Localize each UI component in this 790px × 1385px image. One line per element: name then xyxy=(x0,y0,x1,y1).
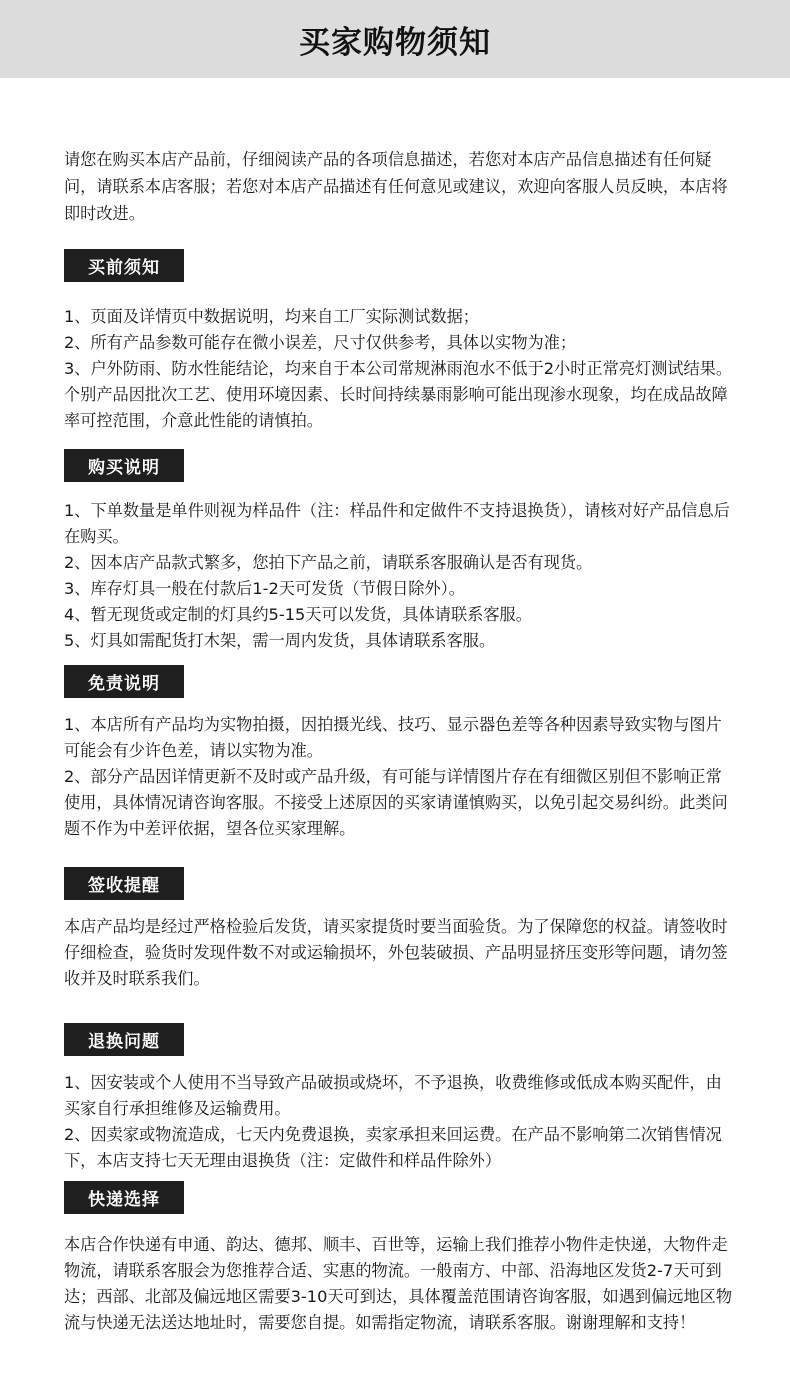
intro-paragraph: 请您在购买本店产品前，仔细阅读产品的各项信息描述，若您对本店产品信息描述有任何疑问，请联系本店客服；若您对本店产品描述有任何意见或建议，欢迎向客服人员反映，本店将即时改进。 xyxy=(64,150,728,223)
section-body-shipping xyxy=(64,1232,734,1336)
list-item: 1、下单数量是单件则视为样品件（注：样品件和定做件不支持退换货），请核对好产品信息后在购买。 xyxy=(64,501,730,546)
section-body-returns xyxy=(64,1070,734,1174)
list-item: 3、库存灯具一般在付款后1-2天可发货（节假日除外）。 xyxy=(64,579,465,598)
section-title-pre-purchase: 买前须知 xyxy=(64,249,184,282)
section-body-pre-purchase xyxy=(64,304,734,434)
section-title-purchase: 购买说明 xyxy=(64,449,184,482)
list-item: 2、部分产品因详情更新不及时或产品升级，有可能与详情图片存在有细微区别但不影响正常使用，具体情况请咨询客服。不接受上述原因的买家请谨慎购买，以免引起交易纠纷。此类问题不作为中差评依据，望各位买家理解。 xyxy=(64,767,728,838)
list-item: 本店产品均是经过严格检验后发货，请买家提货时要当面验货。为了保障您的权益。请签收时仔细检查，验货时发现件数不对或运输损坏，外包装破损、产品明显挤压变形等问题，请勿签收并及时联系我们。 xyxy=(64,917,728,988)
section-body-disclaimer xyxy=(64,712,734,842)
list-item: 3、户外防雨、防水性能结论，均来自于本公司常规淋雨泡水不低于2小时正常亮灯测试结果。个别产品因批次工艺、使用环境因素、长时间持续暴雨影响可能出现渗水现象，均在成品故障率可控范围，介意此性能的请慎拍。 xyxy=(64,359,733,430)
list-item: 1、本店所有产品均为实物拍摄，因拍摄光线、技巧、显示器色差等各种因素导致实物与图片可能会有少许色差，请以实物为准。 xyxy=(64,715,722,760)
page-title: 买家购物须知 xyxy=(299,24,491,61)
list-item: 1、因安装或个人使用不当导致产品破损或烧坏，不予退换，收费维修或低成本购买配件，由买家自行承担维修及运输费用。 xyxy=(64,1073,722,1118)
section-title-disclaimer: 免责说明 xyxy=(64,665,184,698)
list-item: 5、灯具如需配货打木架，需一周内发货，具体请联系客服。 xyxy=(64,631,496,650)
header-banner xyxy=(0,0,790,78)
list-item: 4、暂无现货或定制的灯具约5-15天可以发货，具体请联系客服。 xyxy=(64,605,532,624)
section-title-shipping: 快递选择 xyxy=(64,1181,184,1214)
list-item: 2、因本店产品款式繁多，您拍下产品之前，请联系客服确认是否有现货。 xyxy=(64,553,593,572)
list-item: 1、页面及详情页中数据说明，均来自工厂实际测试数据； xyxy=(64,307,479,326)
section-title-returns: 退换问题 xyxy=(64,1023,184,1056)
list-item: 2、因卖家或物流造成，七天内免费退换，卖家承担来回运费。在产品不影响第二次销售情况下，本店支持七天无理由退换货（注：定做件和样品件除外） xyxy=(64,1125,722,1170)
section-title-delivery: 签收提醒 xyxy=(64,867,184,900)
section-body-delivery xyxy=(64,914,734,992)
list-item: 本店合作快递有申通、韵达、德邦、顺丰、百世等，运输上我们推荐小物件走快递，大物件走物流，请联系客服会为您推荐合适、实惠的物流。一般南方、中部、沿海地区发货2-7天可到达；西部、北部及偏远地区需要3-10天可到达，具体覆盖范围请咨询客服，如遇到偏远地区物流与快递无法送达地址时，需要您自提。如需指定物流，请联系客服。谢谢理解和支持！ xyxy=(64,1235,733,1332)
list-item: 2、所有产品参数可能存在微小误差，尺寸仅供参考，具体以实物为准； xyxy=(64,333,577,352)
section-body-purchase xyxy=(64,498,734,654)
